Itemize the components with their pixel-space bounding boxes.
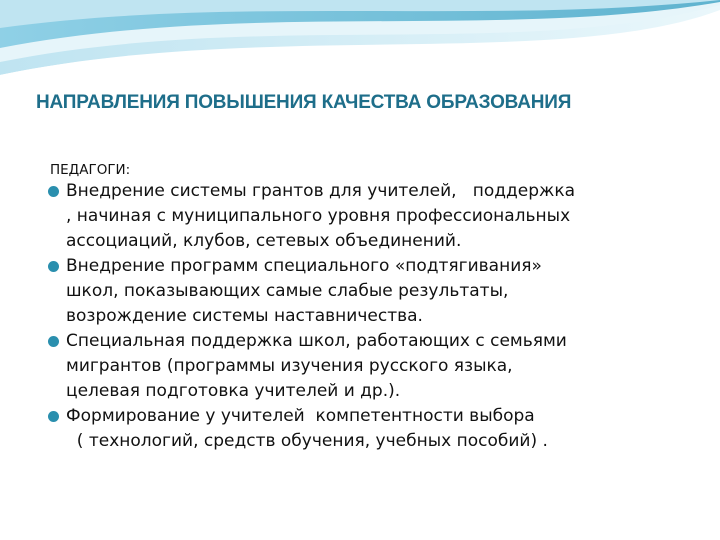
list-item xyxy=(48,179,708,254)
bullet-dot-icon xyxy=(48,411,59,422)
item-line: ассоциаций, клубов, сетевых объединений. xyxy=(66,231,462,251)
item-line: целевая подготовка учителей и др.). xyxy=(66,381,401,401)
item-line: мигрантов (программы изучения русского языка, xyxy=(66,356,513,376)
header-waves-decoration xyxy=(0,0,720,90)
bullet-dot-icon xyxy=(48,186,59,197)
item-line: Внедрение системы грантов для учителей, поддержка xyxy=(66,181,576,201)
bullet-list xyxy=(48,179,708,454)
item-line: Внедрение программ специального «подтягивания» xyxy=(66,256,542,276)
list-item xyxy=(48,329,708,404)
list-item xyxy=(48,404,708,454)
slide-title: НАПРАВЛЕНИЯ ПОВЫШЕНИЯ КАЧЕСТВА ОБРАЗОВАНИЯ xyxy=(36,92,572,113)
item-line: Формирование у учителей компетентности выбора xyxy=(66,406,535,426)
section-label: ПЕДАГОГИ: xyxy=(50,162,131,178)
item-line: Специальная поддержка школ, работающих с семьями xyxy=(66,331,567,351)
item-line: возрождение системы наставничества. xyxy=(66,306,423,326)
list-item xyxy=(48,254,708,329)
bullet-dot-icon xyxy=(48,336,59,347)
item-line: ( технологий, средств обучения, учебных пособий) . xyxy=(66,431,548,451)
item-line: , начиная с муниципального уровня профессиональных xyxy=(66,206,571,226)
bullet-dot-icon xyxy=(48,261,59,272)
item-line: школ, показывающих самые слабые результаты, xyxy=(66,281,509,301)
